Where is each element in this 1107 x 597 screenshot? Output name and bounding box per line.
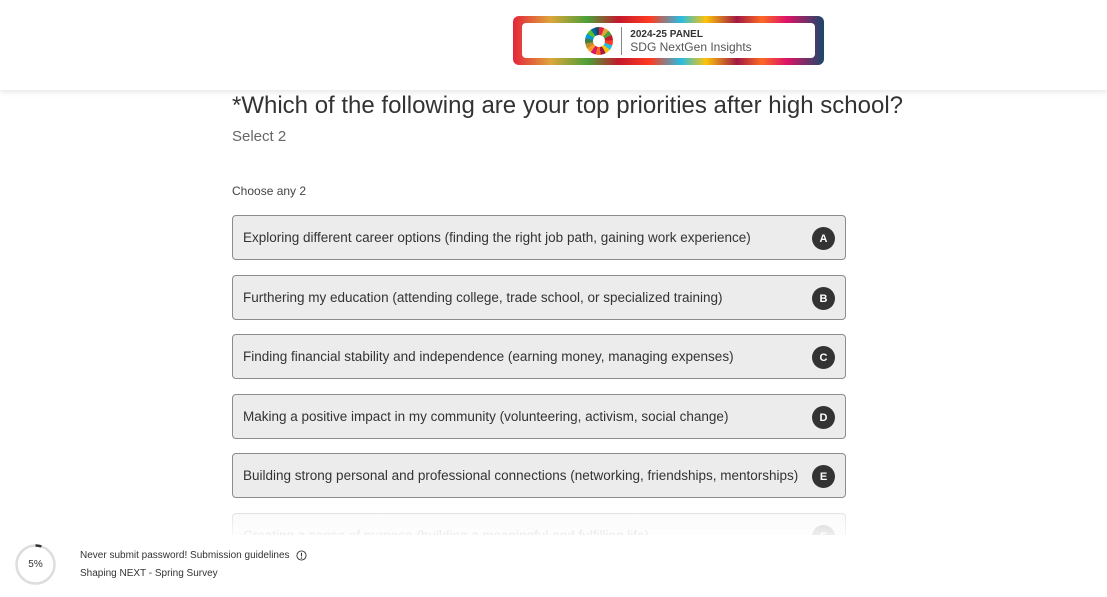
header: [0, 0, 1107, 90]
choice-instruction: Choose any 2: [232, 184, 307, 198]
logo-text: [630, 28, 751, 54]
info-icon[interactable]: [296, 550, 307, 561]
option-label: Finding financial stability and independence (earning money, managing expenses): [243, 349, 734, 364]
question-subtitle: Select 2: [232, 128, 287, 145]
submission-notice-text: Never submit password! Submission guidelines: [80, 550, 290, 561]
option-label: Building strong personal and professional connections (networking, friendships, mentorships): [243, 468, 799, 483]
logo-inner: [522, 23, 815, 58]
logo-subtitle: SDG NextGen Insights: [630, 39, 752, 54]
footer: [0, 535, 1107, 597]
question-title: *Which of the following are your top priorities after high school?: [232, 92, 904, 119]
option-d[interactable]: [232, 394, 846, 439]
option-key-badge: C: [812, 346, 835, 369]
option-key-badge: B: [812, 287, 835, 310]
option-a[interactable]: [232, 215, 846, 260]
option-e[interactable]: [232, 453, 846, 498]
sdg-wheel-icon: [585, 27, 613, 55]
option-c[interactable]: [232, 334, 846, 379]
panel-logo-banner: [513, 16, 824, 65]
option-label: Furthering my education (attending college, trade school, or specialized training): [243, 290, 723, 305]
progress-percent: 5%: [28, 559, 43, 570]
option-label: Exploring different career options (finding the right job path, gaining work experience): [243, 230, 751, 245]
option-b[interactable]: [232, 275, 846, 320]
option-key-badge: E: [812, 465, 835, 488]
logo-divider: [621, 27, 622, 55]
survey-name: Shaping NEXT - Spring Survey: [80, 568, 218, 579]
option-key-badge: D: [812, 406, 835, 429]
option-key-badge: A: [812, 227, 835, 250]
logo-title: 2024-25 PANEL: [630, 28, 703, 40]
submission-notice[interactable]: [80, 550, 307, 561]
option-label: Making a positive impact in my community (volunteering, activism, social change): [243, 409, 729, 424]
